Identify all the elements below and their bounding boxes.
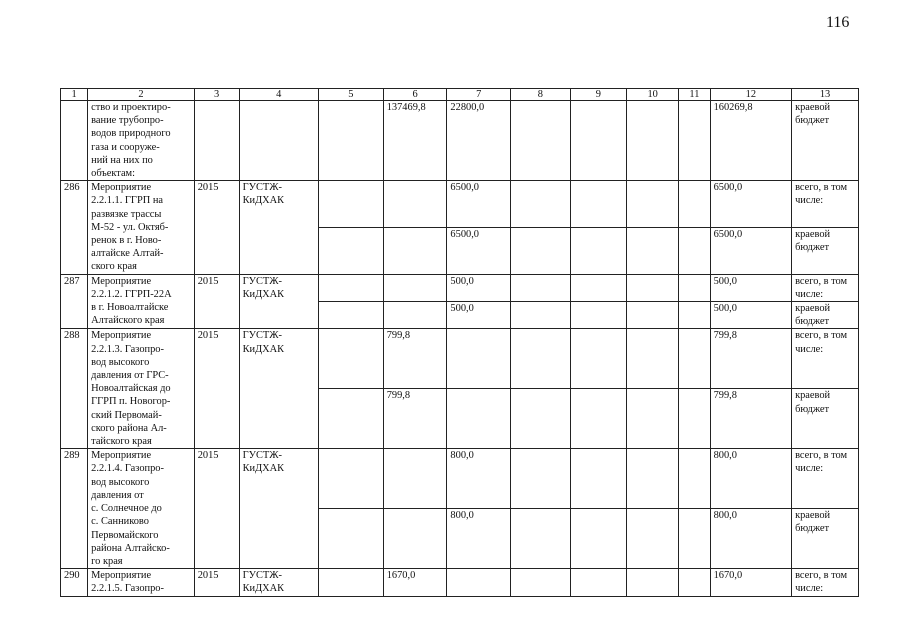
- col12-cell: 6500,0: [710, 227, 791, 274]
- description-line: газа и сооруже-: [91, 141, 160, 153]
- col8-cell: [511, 389, 571, 449]
- col11-cell: [679, 509, 710, 569]
- executor-cell: ГУСТЖ-КиДХАК: [239, 181, 318, 274]
- col8-cell: [511, 101, 571, 181]
- col5-cell: [318, 509, 383, 569]
- row-number-cell: 288: [61, 329, 88, 449]
- executor-cell: ГУСТЖ-КиДХАК: [239, 449, 318, 569]
- header-cell: 3: [194, 89, 239, 101]
- col10-cell: [627, 509, 679, 569]
- description-line: развязке трассы: [91, 208, 162, 220]
- header-row: [61, 89, 859, 101]
- description-line: в г. Новоалтайске: [91, 302, 169, 314]
- col7-cell: 800,0: [447, 449, 511, 509]
- col10-cell: [627, 227, 679, 274]
- continuation-row: [61, 101, 859, 181]
- header-cell: 12: [710, 89, 791, 101]
- col9-cell: [570, 449, 626, 509]
- col5-cell: [318, 302, 383, 329]
- row-number-cell: 290: [61, 569, 88, 596]
- col12-cell: 799,8: [710, 389, 791, 449]
- source-cell: краевой бюджет: [792, 227, 859, 274]
- col7-cell: 800,0: [447, 509, 511, 569]
- source-cell: краевой бюджет: [792, 101, 859, 181]
- description-line: ского района Ал-: [91, 422, 167, 434]
- col6-cell: 137469,8: [383, 101, 447, 181]
- description-cell: [88, 569, 195, 596]
- description-line: вод высокого: [91, 476, 150, 488]
- col7-cell: 6500,0: [447, 227, 511, 274]
- col6-cell: 799,8: [383, 389, 447, 449]
- col5-cell: [318, 274, 383, 301]
- description-line: Алтайского края: [91, 315, 165, 327]
- description-line: ского края: [91, 261, 137, 273]
- year-cell: 2015: [194, 274, 239, 329]
- year-cell: 2015: [194, 181, 239, 274]
- col8-cell: [511, 569, 571, 596]
- col6-cell: [383, 302, 447, 329]
- description-line: вание трубопро-: [91, 115, 164, 127]
- col6-cell: [383, 509, 447, 569]
- header-cell: 6: [383, 89, 447, 101]
- col12-cell: 500,0: [710, 302, 791, 329]
- col6-cell: 799,8: [383, 329, 447, 389]
- description-cell: [88, 329, 195, 449]
- description-line: ренок в г. Ново-: [91, 235, 162, 247]
- source-cell: всего, в том числе:: [792, 449, 859, 509]
- col9-cell: [570, 101, 626, 181]
- col11-cell: [679, 181, 710, 228]
- table-row: [61, 274, 859, 301]
- col7-cell: [447, 389, 511, 449]
- col7-cell: 6500,0: [447, 181, 511, 228]
- col12-cell: 800,0: [710, 509, 791, 569]
- description-line: ний на них по: [91, 154, 153, 166]
- col5-cell: [318, 181, 383, 228]
- col12-cell: 799,8: [710, 329, 791, 389]
- header-cell: 5: [318, 89, 383, 101]
- col8-cell: [511, 302, 571, 329]
- col12-cell: 800,0: [710, 449, 791, 509]
- description-line: вод высокого: [91, 356, 150, 368]
- col10-cell: [627, 389, 679, 449]
- table-row: [61, 181, 859, 228]
- description-line: го края: [91, 555, 123, 567]
- source-cell: всего, в том числе:: [792, 329, 859, 389]
- source-cell: краевой бюджет: [792, 389, 859, 449]
- col7-cell: 22800,0: [447, 101, 511, 181]
- header-cell: 2: [88, 89, 195, 101]
- col6-cell: [383, 449, 447, 509]
- col12-cell: 160269,8: [710, 101, 791, 181]
- page-number: 116: [826, 14, 850, 31]
- description-line: с. Санниково: [91, 516, 149, 528]
- year-cell: 2015: [194, 449, 239, 569]
- year-cell: 2015: [194, 329, 239, 449]
- col11-cell: [679, 389, 710, 449]
- header-cell: 1: [61, 89, 88, 101]
- col11-cell: [679, 302, 710, 329]
- col9-cell: [570, 302, 626, 329]
- executor-cell: ГУСТЖ-КиДХАК: [239, 569, 318, 596]
- header-cell: 9: [570, 89, 626, 101]
- col10-cell: [627, 274, 679, 301]
- description-cell: [88, 181, 195, 274]
- header-cell: 7: [447, 89, 511, 101]
- description-line: давления от ГРС-: [91, 370, 169, 382]
- col7-cell: 500,0: [447, 302, 511, 329]
- description-line: 2.2.1.5. Газопро-: [91, 583, 164, 595]
- col10-cell: [627, 101, 679, 181]
- description-line: района Алтайско-: [91, 542, 170, 554]
- table-row: [61, 449, 859, 509]
- col8-cell: [511, 274, 571, 301]
- col9-cell: [570, 389, 626, 449]
- description-line: давления от: [91, 489, 144, 501]
- col7-cell: 500,0: [447, 274, 511, 301]
- col8-cell: [511, 227, 571, 274]
- description-cell: [88, 274, 195, 329]
- col8-cell: [511, 181, 571, 228]
- col5-cell: [318, 227, 383, 274]
- col7-cell: [447, 329, 511, 389]
- header-cell: 11: [679, 89, 710, 101]
- header-cell: 4: [239, 89, 318, 101]
- source-cell: всего, в том числе:: [792, 274, 859, 301]
- col11-cell: [679, 101, 710, 181]
- description-line: 2.2.1.2. ГГРП-22А: [91, 288, 172, 300]
- col12-cell: 6500,0: [710, 181, 791, 228]
- col10-cell: [627, 302, 679, 329]
- col9-cell: [570, 227, 626, 274]
- col12-cell: 1670,0: [710, 569, 791, 596]
- col9-cell: [570, 181, 626, 228]
- col5-cell: [318, 329, 383, 389]
- description-line: М-52 - ул. Октяб-: [91, 221, 169, 233]
- col8-cell: [511, 449, 571, 509]
- col6-cell: [383, 227, 447, 274]
- col9-cell: [570, 509, 626, 569]
- source-cell: краевой бюджет: [792, 302, 859, 329]
- col5-cell: [318, 569, 383, 596]
- row-number-cell: 289: [61, 449, 88, 569]
- description-line: Мероприятие: [91, 275, 152, 287]
- row-number-cell: 286: [61, 181, 88, 274]
- col8-cell: [511, 329, 571, 389]
- description-line: 2.2.1.1. ГГРП на: [91, 195, 163, 207]
- col11-cell: [679, 274, 710, 301]
- budget-table: [60, 88, 859, 597]
- col6-cell: [383, 181, 447, 228]
- description-line: тайского края: [91, 436, 152, 448]
- source-cell: краевой бюджет: [792, 509, 859, 569]
- description-line: с. Солнечное до: [91, 503, 162, 515]
- col10-cell: [627, 449, 679, 509]
- executor-cell: ГУСТЖ-КиДХАК: [239, 329, 318, 449]
- description-line: Новоалтайская до: [91, 383, 171, 395]
- col11-cell: [679, 227, 710, 274]
- col10-cell: [627, 569, 679, 596]
- description-line: Мероприятие: [91, 570, 152, 582]
- description-line: 2.2.1.3. Газопро-: [91, 343, 164, 355]
- col9-cell: [570, 274, 626, 301]
- col11-cell: [679, 449, 710, 509]
- col7-cell: [447, 569, 511, 596]
- description-line: Первомайского: [91, 529, 159, 541]
- col10-cell: [627, 329, 679, 389]
- description-line: Мероприятие: [91, 450, 152, 462]
- table-row: [61, 329, 859, 389]
- description-line: ГГРП п. Новогор-: [91, 396, 171, 408]
- col11-cell: [679, 569, 710, 596]
- year-cell: [194, 101, 239, 181]
- executor-cell: ГУСТЖ-КиДХАК: [239, 274, 318, 329]
- description-line: водов природного: [91, 128, 171, 140]
- source-cell: всего, в том числе:: [792, 181, 859, 228]
- row-number-cell: 287: [61, 274, 88, 329]
- col11-cell: [679, 329, 710, 389]
- col5-cell: [318, 101, 383, 181]
- description-cell: [88, 449, 195, 569]
- executor-cell: [239, 101, 318, 181]
- col6-cell: 1670,0: [383, 569, 447, 596]
- col10-cell: [627, 181, 679, 228]
- col6-cell: [383, 274, 447, 301]
- header-cell: 10: [627, 89, 679, 101]
- description-line: ство и проектиро-: [91, 102, 171, 113]
- table-row: [61, 569, 859, 596]
- header-cell: 13: [792, 89, 859, 101]
- col9-cell: [570, 569, 626, 596]
- description-line: объектам:: [91, 168, 136, 180]
- header-cell: 8: [511, 89, 571, 101]
- description-line: Мероприятие: [91, 182, 152, 194]
- col9-cell: [570, 329, 626, 389]
- description-cell: [88, 101, 195, 181]
- description-line: алтайске Алтай-: [91, 248, 164, 260]
- source-cell: всего, в том числе:: [792, 569, 859, 596]
- row-number-cell: [61, 101, 88, 181]
- year-cell: 2015: [194, 569, 239, 596]
- col5-cell: [318, 449, 383, 509]
- description-line: Мероприятие: [91, 330, 152, 342]
- col5-cell: [318, 389, 383, 449]
- col12-cell: 500,0: [710, 274, 791, 301]
- description-line: 2.2.1.4. Газопро-: [91, 463, 164, 475]
- col8-cell: [511, 509, 571, 569]
- description-line: ский Первомай-: [91, 409, 162, 421]
